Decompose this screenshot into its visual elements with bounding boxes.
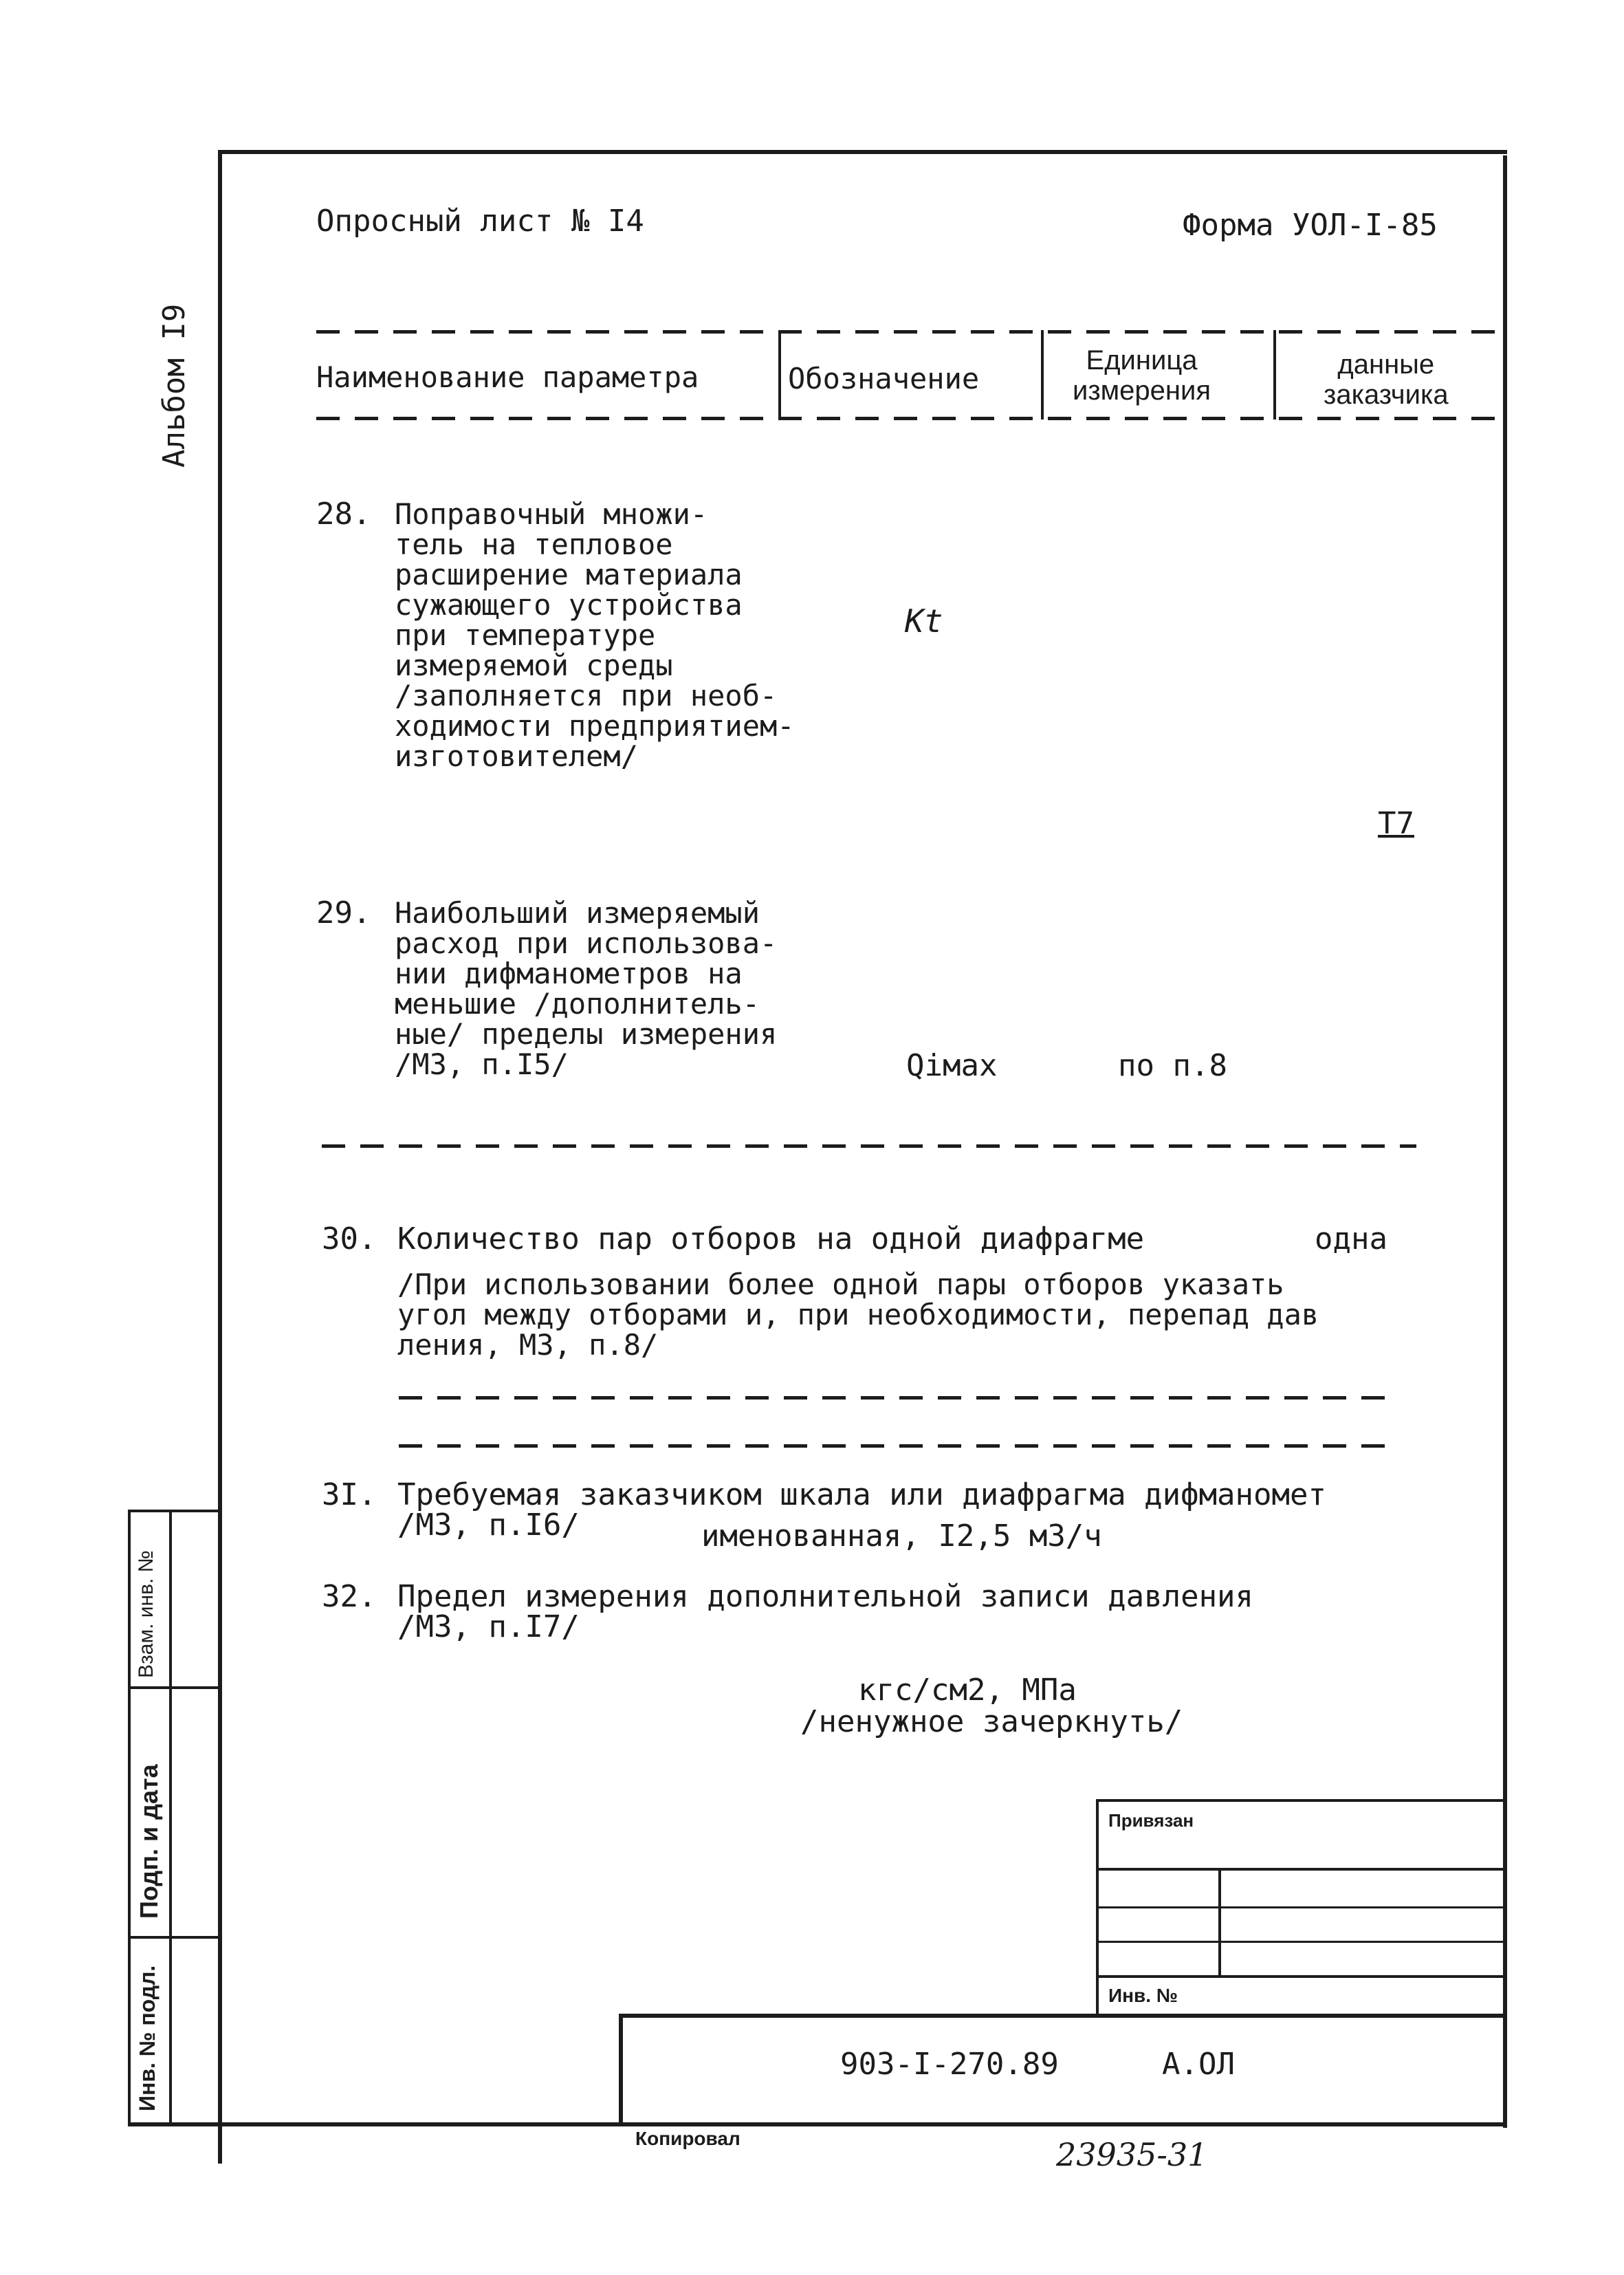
item-31-value: именованная, I2,5 м3/ч — [701, 1519, 1102, 1554]
column-divider-2 — [1041, 330, 1044, 420]
separator-after-29 — [322, 1144, 1416, 1148]
column-header-customer-data: данные заказчика — [1324, 349, 1449, 410]
item-30-number: 30. — [322, 1221, 377, 1256]
item-32-number: 32. — [322, 1579, 377, 1614]
column-divider-3 — [1273, 330, 1276, 420]
item-29-text: Наибольший измеряемый расход при использова- нии дифманометров на меньшие /дополнитель- ные/ пределы измерения /МЗ, п.I5/ — [395, 896, 778, 1081]
stamp-line-3 — [1096, 1941, 1503, 1943]
side-box-sep-2 — [128, 1936, 219, 1939]
stamp-bound-label: Привязан — [1108, 1810, 1194, 1831]
side-box-divider — [169, 1510, 172, 2125]
frame-right-border — [1503, 155, 1507, 2128]
item-31-ref: /МЗ, п.I6/ — [397, 1507, 580, 1543]
frame-left-border — [218, 150, 222, 2164]
column-header-name: Наименование параметра — [316, 360, 699, 394]
album-label: Альбом I9 — [157, 303, 192, 468]
item-30-note: /При использовании более одной пары отборов указать угол между отборами и, при необходимости, перепад дав ления, МЗ, п.8/ — [397, 1267, 1319, 1362]
stamp-inv-label: Инв. № — [1108, 1985, 1178, 2006]
item-28-number: 28. — [316, 497, 371, 532]
side-box-sep-1 — [128, 1686, 219, 1689]
title-block-top — [619, 2014, 1503, 2018]
separator-30-b — [399, 1444, 1389, 1448]
column-header-designation: Обозначение — [788, 362, 980, 395]
column-header-unit: Единица измерения — [1073, 345, 1211, 406]
header-dash-top — [316, 330, 1503, 334]
frame-bottom-border — [128, 2122, 1507, 2126]
questionnaire-title: Опросный лист № I4 — [316, 204, 644, 239]
stamp-inner-divider — [1218, 1868, 1221, 1975]
side-field-inv-original: Инв. № подл. — [135, 1965, 160, 2111]
sheet-code: А.ОЛ — [1162, 2047, 1235, 2082]
item-31-text: Требуемая заказчиком шкала или диафрагма дифманомет — [397, 1477, 1327, 1512]
item-30-value: одна — [1315, 1221, 1387, 1256]
item-32-text: Предел измерения дополнительной записи давления — [397, 1579, 1254, 1614]
side-box-left — [128, 1510, 131, 2125]
column-divider-1 — [778, 330, 781, 420]
item-32-units: кгс/см2, МПа — [858, 1673, 1077, 1708]
stamp-top — [1096, 1799, 1503, 1802]
header-dash-bottom — [316, 417, 1503, 420]
stamp-line-1 — [1096, 1868, 1503, 1871]
item-28-text: Поправочный множи- тель на тепловое расширение материала сужающего устройства при температуре измеряемой среды /заполняется при необ- ходимости предприятием- изготовителем/ — [395, 497, 795, 773]
stamp-line-2 — [1096, 1906, 1503, 1908]
item-30-text: Количество пар отборов на одной диафрагме — [397, 1221, 1145, 1256]
document-code: 903-I-270.89 — [840, 2047, 1059, 2082]
side-field-swap-inv: Взам. инв. № — [135, 1550, 157, 1678]
form-code: Форма УОЛ-I-85 — [1183, 208, 1438, 243]
item-29-value: по п.8 — [1118, 1048, 1227, 1083]
item-32-ref: /МЗ, п.I7/ — [397, 1609, 580, 1644]
stamp-line-4 — [1096, 1975, 1503, 1978]
archive-number: 23935-31 — [1056, 2136, 1208, 2173]
item-29-symbol: Qiмах — [906, 1048, 998, 1083]
title-block-left — [619, 2014, 623, 2124]
side-field-sign-date: Подп. и дата — [135, 1764, 163, 1919]
frame-top-border — [218, 150, 1507, 154]
page-mark: T7 — [1378, 806, 1414, 841]
item-31-number: 3I. — [322, 1477, 377, 1512]
item-29-number: 29. — [316, 895, 371, 930]
side-box-top — [128, 1510, 219, 1512]
separator-30-a — [399, 1396, 1389, 1400]
copied-by-label: Копировал — [635, 2128, 740, 2149]
item-32-note: /ненужное зачеркнуть/ — [800, 1704, 1183, 1739]
item-28-symbol: Kt — [905, 602, 943, 640]
